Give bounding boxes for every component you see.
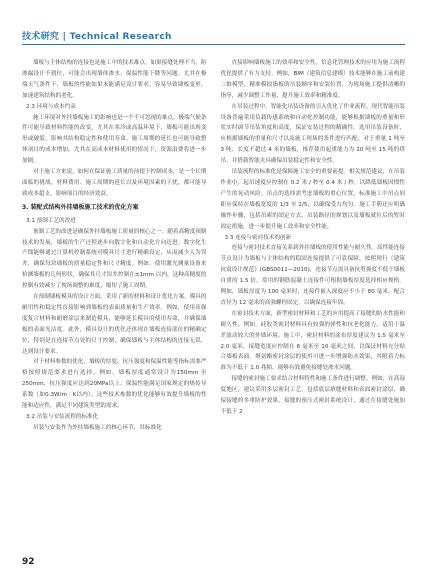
section-heading: 3. 装配式结构外挂墙板施工技术的优化方案	[22, 203, 139, 211]
paragraph: 吊装流程的标准化是保障施工安全的重要前提。相关规范建议，在吊装作业中，起吊速度应控制在 0.2 米 / 秒至 0.4 米 / 秒，以降低墙板因惯性产生的晃动风险。吊点的选择需考虑墙板的重心位置，标准施工中吊点间距应保持在墙板宽度的 1/3 至 2/5，以确保受力均匀。施工手册还应明确操作步骤，包括吊索的固定方式、吊装路径的规划以及墙板就位后的暂时固定措施，进一步提升施工效率和安全性能。	[220, 169, 405, 230]
paragraph: 在预制墙板模具的设计方面，采用了新的材料和设计优化方案。模具的耐用性和稳定性直接影响到墙板的表面质量和生产效率。例如，使用高强度复合材料和耐磨涂层来制造模具，能够延长模具的使用寿命，并确保墙板的表面光洁度。此外，模具设计的优化还体现在墙板连接部位的精确定位，特别是在连接节点处的尺寸控制，确保墙板与主体结构的连接无误，达到设计要求。	[22, 294, 207, 355]
paragraph: 墙板与主体结构的连接也是施工中的技术难点。如果接缝处理不当，防渗漏设计不到位，可能会出现墙体渗水、保温性能下降等问题。尤其在极端天气条件下，墙板的性能如果未能满足设计要求，容易导致墙板变形，加速建筑结构的老化。	[22, 60, 207, 99]
left-column	[22, 58, 207, 547]
section-title: 技术研究 | Technical Research	[22, 32, 172, 42]
paragraph: 吊装与安装作为外挂墙板施工的核心环节，其标准化	[33, 424, 162, 431]
paragraph: 连接与密封技术直接关系到外挂墙板的使用性能与耐久性。高性能连接节点设计为墙板与主体结构的稳固连接提供了可靠保障。按照现行《建筑抗震设计规范》(GBS0011—2010)，连接节点需具备抗剪强度不低于墙板自重的 1.5 倍，常用的钢筋混凝土连接件可根据墙板厚度选择相应规格。例如，墙板厚度为 100 毫米时，连接件嵌入深度应不小于 80 毫米，配合直径为 12 毫米的高强螺栓固定，以确保连接牢固。	[220, 245, 405, 306]
paragraph: 施工环境对外挂墙板施工的影响也是一个不可忽视的难点。极端气候条件可能导致材料性能的改变，尤其在寒冷或高温环境下，墙板可能出现变形或破裂，影响其结构稳定性和使用寿命。施工周期的延长也可能导致整体项目的成本增加。尤其在高成本材料使用的情况下，资源浪费将进一步加剧。	[22, 114, 207, 165]
section-heading: 3.1 预制工艺的改进	[26, 217, 76, 224]
page-header	[22, 20, 405, 42]
section-heading: 3.3 连接与密封技术的创新	[224, 234, 292, 241]
paragraph: 直接影响墙板施工的效率和安全性。信息化管理技术的应用为施工流程优化提供了有力支持。例如，BIM（建筑信息建模）技术能够在施工前构建三维模型，精准模拟墙板的吊装顺序和安装位置，为现场施工提供清晰的指导，减少调整工作量，提升施工效率和精准度。	[220, 60, 405, 99]
section-heading: 2.3 环境与成本约束	[26, 103, 76, 110]
right-column	[221, 58, 406, 547]
paragraph: 对于材料参数的优化，墙板的厚度、抗压强度和保温性能等指标需要严格按照规范要求进行选择。例如，墙板厚度通常设计为150mm 至250mm，抗压强度应达到20MPa以上，保温性能满足国家规定的热传导系数（如0.3W/m · K以内）。这些技术参数的优化能够有效提升墙板的性能和适应性，满足不同建筑类型的需求。	[22, 359, 207, 410]
paragraph: 在密封技术方面，新型密封材料和工艺的应用提高了接缝的防水性能和耐久性。例如，硅胶类密封材料具有较强的弹性和抗老化能力，适用于温差波动较大的外墙环境。施工中，密封材料的涂布厚度建议为 1.5 毫米至 2.0 毫米，接缝宽度应控制在 6 毫米至 10 毫米之间，以保证材料充分贴合墙板表面。聚氨酯密封涂层的使用可进一步增强防水效果，其附着力标准为不低于 1.0 兆帕，能够有效避免接缝处渗水问题。	[220, 310, 405, 372]
paragraph: 在吊装过程中，智能化吊装设备的引入优化了作业流程。现代智能吊装设备普遍采用负载传感系统和自动化控制功能，能够根据墙板的重量和形状实时调节吊装角度和高度，保证安装过程的精确性。选用吊装设备时，应根据墙板的重量和尺寸以及施工现场的条件进行匹配。对于重量 1 吨至 3 吨、长度不超过 4 米的墙板，推荐使用起重能力为 10 吨至 15 吨的塔吊，并搭载智能夹具确保吊装稳定性和安全性。	[220, 103, 405, 165]
paragraph: 接缝的密封施工要求结合材料特性和施工条件进行调整。例如，在高湿度地区，建议采用多层密封工艺，包括底层填缝材料和表面密封涂层，确保接缝的多重防护效果。接缝的预压式密封系统设计，通过在接缝处施加不低于 2	[220, 376, 405, 415]
paragraph: 预制工艺的改进是确保外挂墙板施工质量的核心之一。随着高精度预制技术的发展，墙板的生产过程逐步向数字化和自动化方向迈进。数字化生产线能够通过计算机控制系统对模具尺寸进行精确设定，从而减少人为误差，确保每块墙板的质量稳定性和尺寸精度。例如，使用激光测量设备来检测墙板的几何形状，确保其尺寸误差控制在±1mm 以内，这种高精度的控制有效减少了现场调整的难度，缩短了施工周期。	[22, 228, 207, 290]
article-body	[22, 58, 405, 547]
section-heading: 3.2 吊装与安装流程的标准化	[26, 414, 99, 420]
page-number: 92	[22, 557, 35, 567]
paragraph: 对于施工方来说，如何在保证施工质量的前提下控制成本，是一个长期面临的挑战。材料费用、施工周期的延长以及环境因素的干扰，都可能导致成本超支，影响项目的经济效益。	[22, 169, 207, 197]
header-divider	[22, 44, 405, 45]
